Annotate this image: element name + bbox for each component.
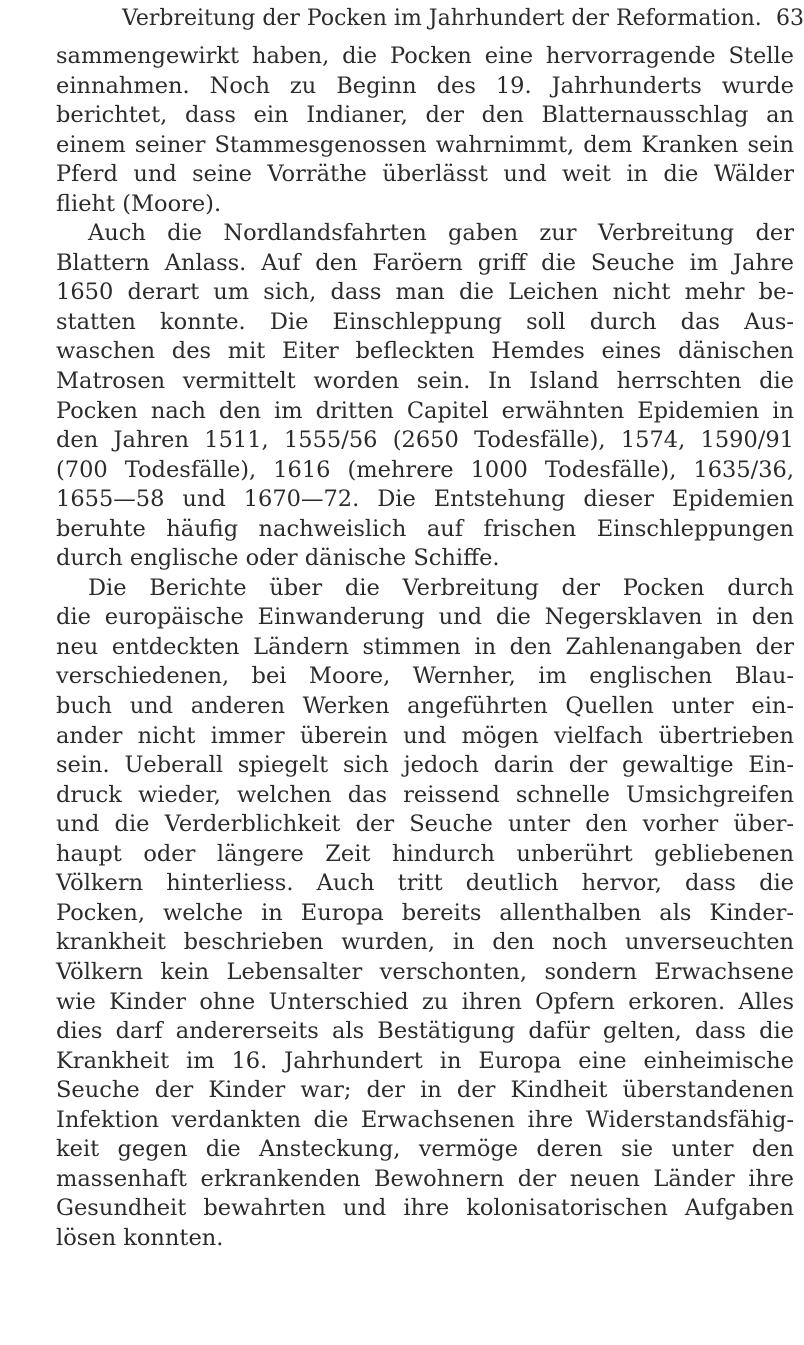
text-line: beruhte häufig nachweislich auf frischen Einschleppungen	[56, 515, 794, 542]
text-line: Pferd und seine Vorräthe überlässt und weit in die Wälder	[56, 161, 794, 188]
text-line: waschen des mit Eiter befleckten Hemdes eines dänischen	[56, 338, 794, 365]
text-line: neu entdeckten Ländern stimmen in den Zahlenangaben der	[56, 633, 794, 660]
text-line: sein. Ueberall spiegelt sich jedoch darin der gewaltige Ein-	[56, 752, 794, 779]
text-line: druck wieder, welchen das reissend schnelle Umsichgreifen	[56, 781, 794, 808]
running-head	[122, 2, 804, 36]
text-line: ander nicht immer überein und mögen vielfach übertrieben	[56, 722, 794, 749]
text-line: Völkern kein Lebensalter verschonten, sondern Erwachsene	[56, 958, 794, 985]
text-line: berichtet, dass ein Indianer, der den Blatternausschlag an	[56, 102, 794, 129]
text-line: die europäische Einwanderung und die Negersklaven in den	[56, 604, 794, 631]
text-line: durch englische oder dänische Schiffe.	[56, 545, 500, 572]
text-line: keit gegen die Ansteckung, vermöge deren sie unter den	[56, 1136, 794, 1163]
text-line: massenhaft erkrankenden Bewohnern der neuen Länder ihre	[56, 1165, 794, 1192]
text-line: wie Kinder ohne Unterschied zu ihren Opfern erkoren. Alles	[56, 988, 794, 1015]
text-line: 1655—58 und 1670—72. Die Entstehung dieser Epidemien	[56, 486, 794, 513]
text-line: 1650 derart um sich, dass man die Leichen nicht mehr be-	[56, 279, 794, 306]
text-line: Krankheit im 16. Jahrhundert in Europa eine einheimische	[56, 1047, 794, 1074]
text-line: Gesundheit bewahrten und ihre kolonisatorischen Aufgaben	[56, 1195, 794, 1222]
text-line: krankheit beschrieben wurden, in den noch unverseuchten	[56, 929, 794, 956]
text-line: Pocken nach den im dritten Capitel erwähnten Epidemien in	[56, 397, 794, 424]
text-line: Infektion verdankten die Erwachsenen ihre Widerstandsfähig-	[56, 1106, 794, 1133]
body-text	[56, 42, 794, 1253]
text-line: lösen konnten.	[56, 1224, 224, 1251]
text-line: den Jahren 1511, 1555/56 (2650 Todesfälle), 1574, 1590/91	[56, 427, 794, 454]
text-line: einnahmen. Noch zu Beginn des 19. Jahrhunderts wurde	[56, 72, 794, 99]
text-line: Die Berichte über die Verbreitung der Pocken durch	[88, 574, 794, 601]
text-line: Matrosen vermittelt worden sein. In Island herrschten die	[56, 368, 794, 395]
text-line: dies darf andererseits als Bestätigung dafür gelten, dass die	[56, 1018, 794, 1045]
text-line: Völkern hinterliess. Auch tritt deutlich hervor, dass die	[56, 870, 794, 897]
text-line: statten konnte. Die Einschleppung soll durch das Aus-	[56, 308, 794, 335]
text-line: (700 Todesfälle), 1616 (mehrere 1000 Todesfälle), 1635/36,	[56, 456, 794, 483]
text-line: sammengewirkt haben, die Pocken eine hervorragende Stelle	[56, 43, 794, 69]
text-line: Auch die Nordlandsfahrten gaben zur Verbreitung der	[88, 220, 794, 247]
page-number: 63	[776, 6, 804, 31]
text-line: Blattern Anlass. Auf den Faröern griff die Seuche im Jahre	[56, 249, 794, 276]
text-line: flieht (Moore).	[56, 190, 222, 217]
text-line: haupt oder längere Zeit hindurch unberührt gebliebenen	[56, 840, 794, 867]
text-line: einem seiner Stammesgenossen wahrnimmt, dem Kranken sein	[56, 131, 794, 158]
text-line: buch und anderen Werken angeführten Quellen unter ein-	[56, 693, 794, 720]
text-line: und die Verderblichkeit der Seuche unter den vorher über-	[56, 811, 794, 838]
text-line: Seuche der Kinder war; der in der Kindheit überstandenen	[56, 1077, 794, 1104]
text-line: verschiedenen, bei Moore, Wernher, im englischen Blau-	[56, 663, 794, 690]
text-line: Pocken, welche in Europa bereits allenthalben als Kinder-	[56, 899, 794, 926]
running-head-title: Verbreitung der Pocken im Jahrhundert der Reformation.	[122, 6, 762, 31]
